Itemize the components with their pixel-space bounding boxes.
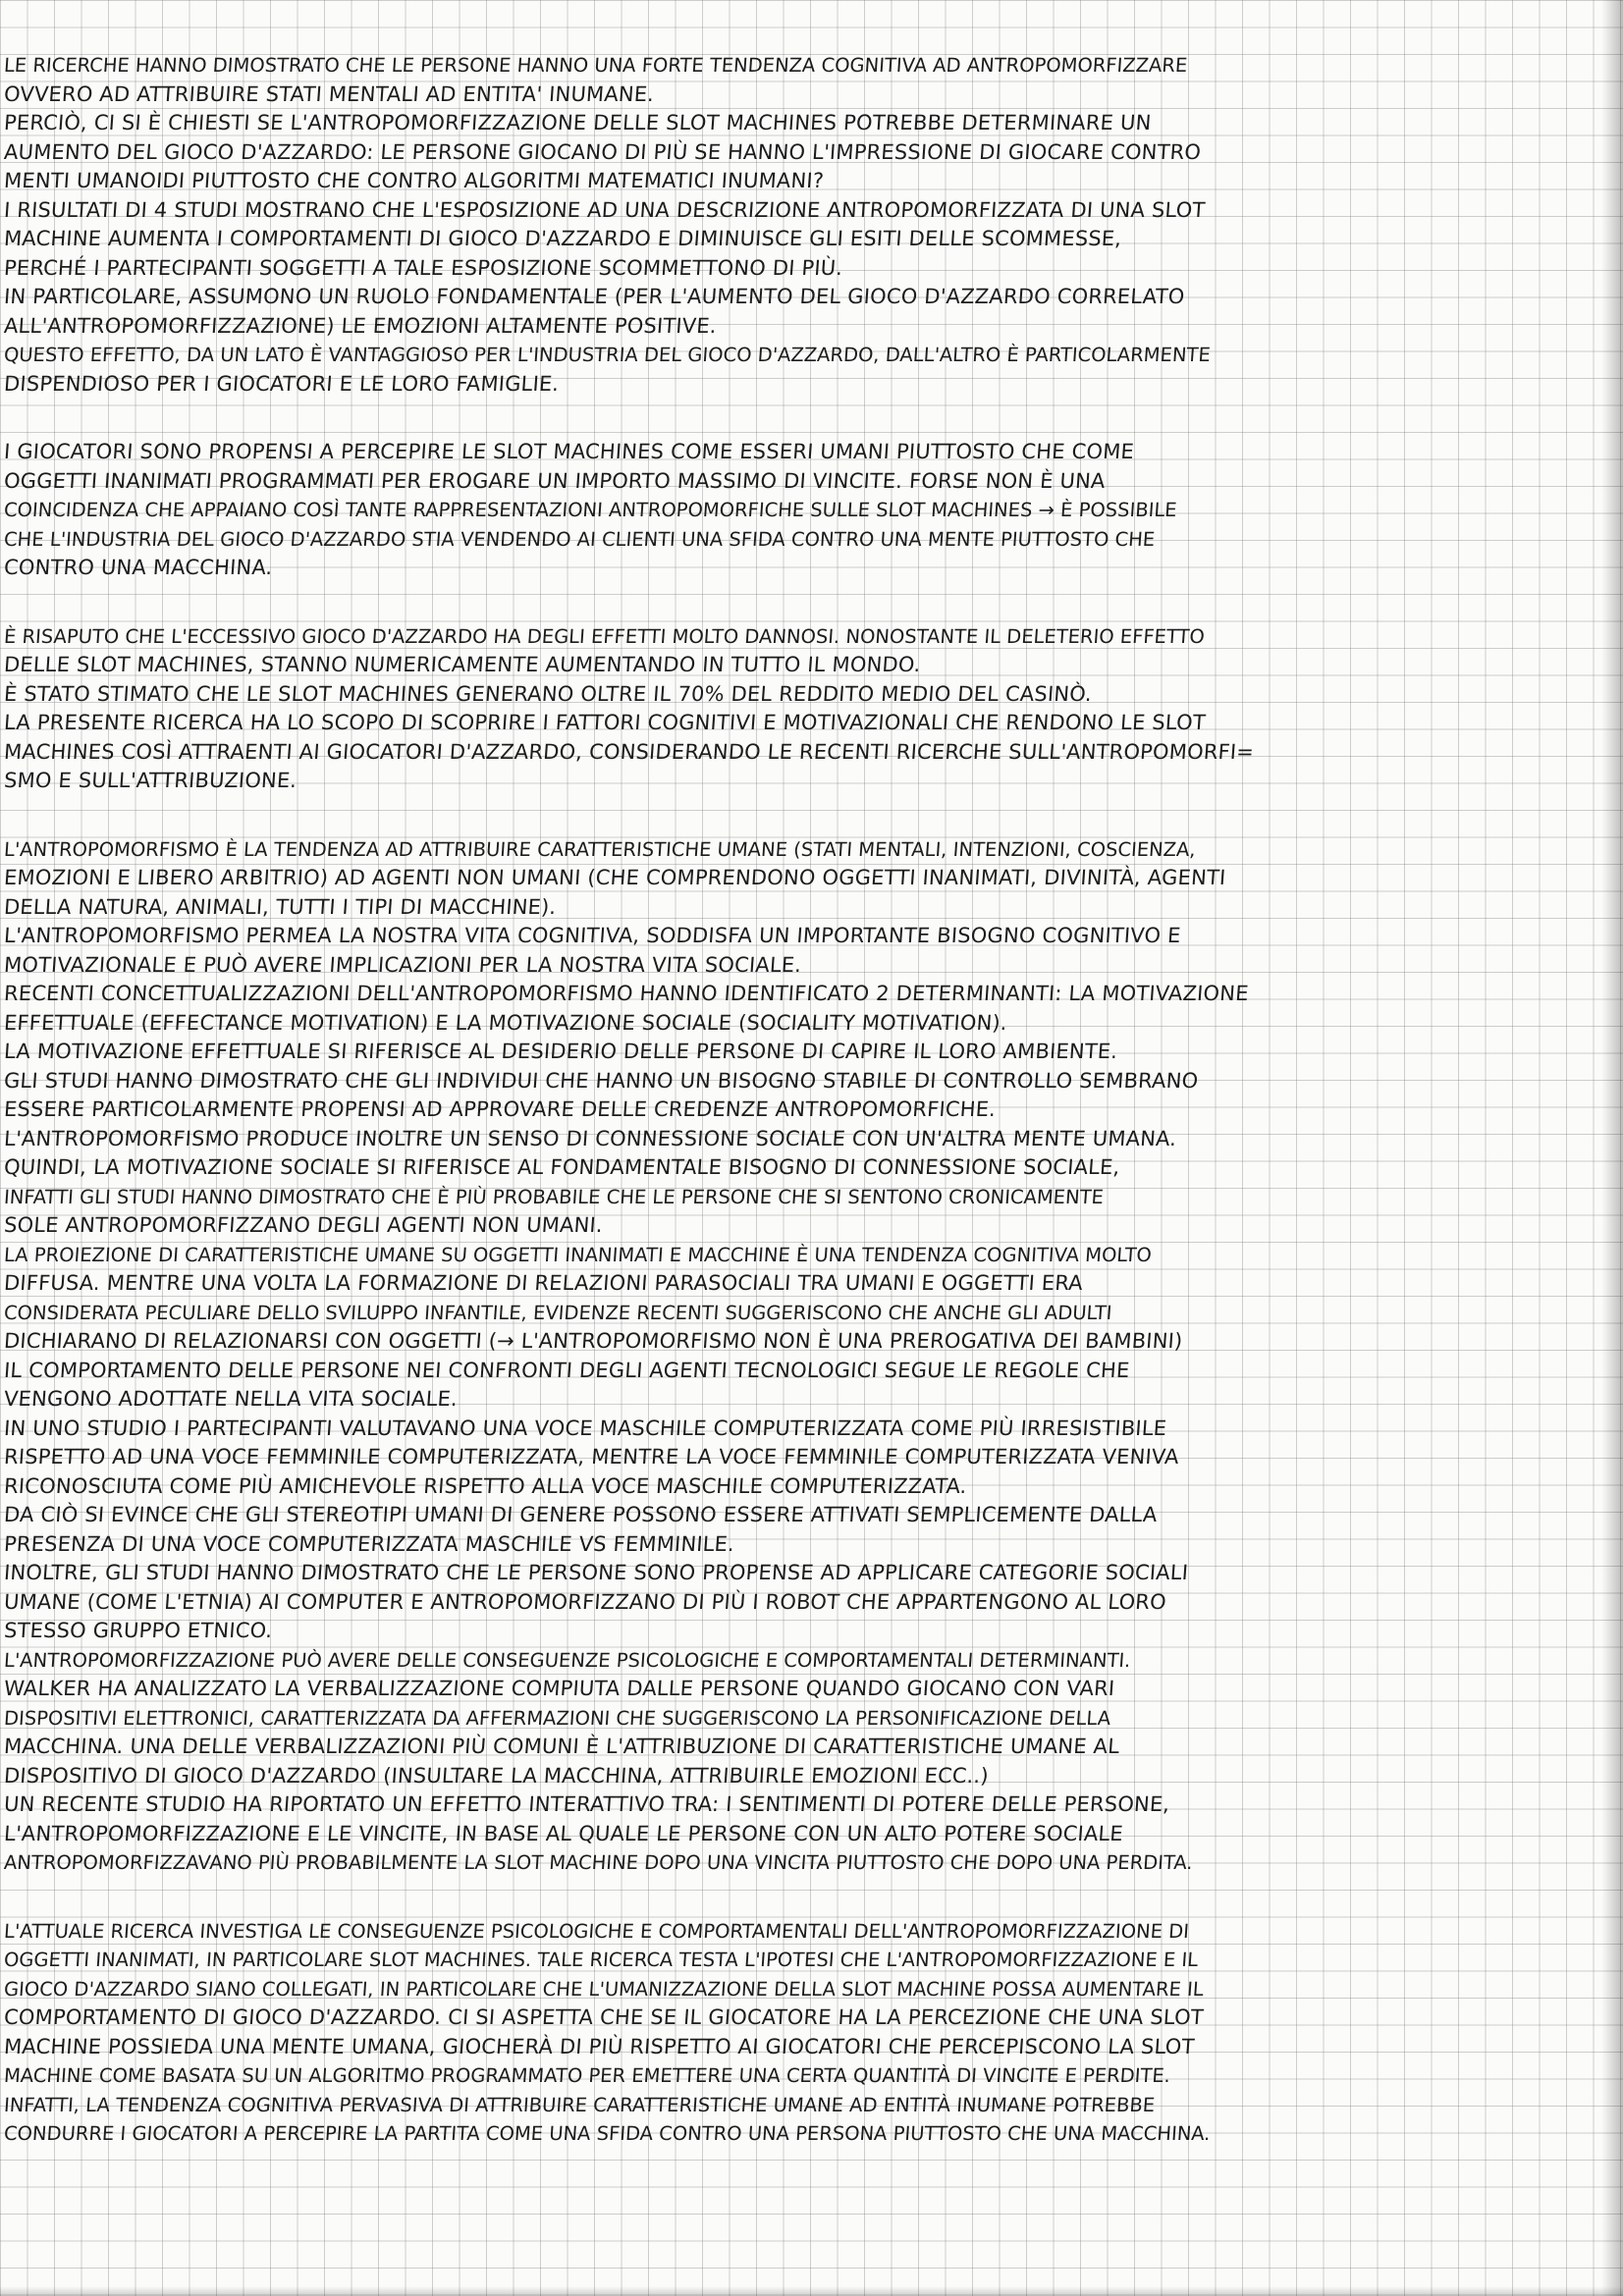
text-line: DISPOSITIVI ELETTRONICI, CARATTERIZZATA DA AFFERMAZIONI CHE SUGGERISCONO LA PERSONIFICAZIONE DELLA	[3, 1706, 1111, 1730]
text-line: ANTROPOMORFIZZAVANO PIÙ PROBABILMENTE LA SLOT MACHINE DOPO UNA VINCITA PIUTTOSTO CHE DOPO UNA PERDITA.	[3, 1851, 1194, 1874]
text-line: INFATTI GLI STUDI HANNO DIMOSTRATO CHE È PIÙ PROBABILE CHE LE PERSONE CHE SI SENTONO CRONICAMENTE	[3, 1185, 1105, 1208]
text-line: ALL'ANTROPOMORFIZZAZIONE) LE EMOZIONI ALTAMENTE POSITIVE.	[3, 313, 718, 338]
text-line: MACHINE COME BASATA SU UN ALGORITMO PROGRAMMATO PER EMETTERE UNA CERTA QUANTITÀ DI VINCITE E PERDITE.	[3, 2064, 1171, 2087]
text-line: I RISULTATI DI 4 STUDI MOSTRANO CHE L'ESPOSIZIONE AD UNA DESCRIZIONE ANTROPOMORFIZZATA DI UNA SLOT	[3, 197, 1207, 222]
text-line: AUMENTO DEL GIOCO D'AZZARDO: LE PERSONE GIOCANO DI PIÙ SE HANNO L'IMPRESSIONE DI GIOCARE CONTRO	[3, 139, 1202, 164]
text-line: RECENTI CONCETTUALIZZAZIONI DELL'ANTROPOMORFISMO HANNO IDENTIFICATO 2 DETERMINANTI: LA MOTIVAZIONE	[3, 982, 1250, 1005]
text-line: GIOCO D'AZZARDO SIANO COLLEGATI, IN PARTICOLARE CHE L'UMANIZZAZIONE DELLA SLOT MACHINE POSSA AUMENTARE IL	[3, 1977, 1205, 2001]
text-line: VENGONO ADOTTATE NELLA VITA SOCIALE.	[3, 1387, 459, 1411]
text-line: LA MOTIVAZIONE EFFETTUALE SI RIFERISCE AL DESIDERIO DELLE PERSONE DI CAPIRE IL LORO AMBIENTE.	[3, 1040, 1119, 1063]
paragraph-anthropomorphism	[0, 835, 1600, 1878]
paragraph-current-research	[0, 1917, 1600, 2149]
text-line: PERCIÒ, CI SI È CHIESTI SE L'ANTROPOMORFIZZAZIONE DELLE SLOT MACHINES POTREBBE DETERMINARE UN	[3, 111, 1153, 134]
text-line: PRESENZA DI UNA VOCE COMPUTERIZZATA MASCHILE VS FEMMINILE.	[3, 1531, 735, 1556]
text-line: MOTIVAZIONALE E PUÒ AVERE IMPLICAZIONI PER LA NOSTRA VITA SOCIALE.	[3, 952, 803, 977]
text-line: SMO E SULL'ATTRIBUZIONE.	[3, 769, 298, 792]
page-bottom-shadow	[0, 2286, 1623, 2296]
text-line: QUESTO EFFETTO, DA UN LATO È VANTAGGIOSO PER L'INDUSTRIA DEL GIOCO D'AZZARDO, DALL'ALTRO È PARTICOLARMENTE	[3, 344, 1212, 366]
text-line: DELLE SLOT MACHINES, STANNO NUMERICAMENTE AUMENTANDO IN TUTTO IL MONDO.	[3, 653, 922, 676]
text-line: DELLA NATURA, ANIMALI, TUTTI I TIPI DI MACCHINE).	[3, 894, 558, 919]
text-line: RICONOSCIUTA COME PIÙ AMICHEVOLE RISPETTO ALLA VOCE MASCHILE COMPUTERIZZATA.	[3, 1473, 968, 1498]
paragraph-effects	[0, 622, 1600, 796]
text-line: QUINDI, LA MOTIVAZIONE SOCIALE SI RIFERISCE AL FONDAMENTALE BISOGNO DI CONNESSIONE SOCIALE,	[3, 1155, 1121, 1179]
text-line: UN RECENTE STUDIO HA RIPORTATO UN EFFETTO INTERATTIVO TRA: I SENTIMENTI DI POTERE DELLE PERSONE,	[3, 1792, 1171, 1816]
text-line: CHE L'INDUSTRIA DEL GIOCO D'AZZARDO STIA VENDENDO AI CLIENTI UNA SFIDA CONTRO UNA MENTE PIUTTOSTO CHE	[3, 527, 1156, 551]
text-line: CONDURRE I GIOCATORI A PERCEPIRE LA PARTITA COME UNA SFIDA CONTRO UNA PERSONA PIUTTOSTO CHE UNA MACCHINA.	[3, 2122, 1212, 2145]
text-line: I GIOCATORI SONO PROPENSI A PERCEPIRE LE SLOT MACHINES COME ESSERI UMANI PIUTTOSTO CHE COME	[3, 440, 1135, 463]
text-line: DICHIARANO DI RELAZIONARSI CON OGGETTI (→ L'ANTROPOMORFISMO NON È UNA PREROGATIVA DEI BAMBINI)	[3, 1329, 1184, 1353]
text-line: MACHINES COSÌ ATTRAENTI AI GIOCATORI D'AZZARDO, CONSIDERANDO LE RECENTI RICERCHE SULL'ANTROPOMORFI=	[3, 739, 1255, 764]
text-line: RISPETTO AD UNA VOCE FEMMINILE COMPUTERIZZATA, MENTRE LA VOCE FEMMINILE COMPUTERIZZATA VENIVA	[3, 1445, 1180, 1468]
text-line: LE RICERCHE HANNO DIMOSTRATO CHE LE PERSONE HANNO UNA FORTE TENDENZA COGNITIVA AD ANTROPOMORFIZZARE	[3, 54, 1189, 77]
text-line: SOLE ANTROPOMORFIZZANO DEGLI AGENTI NON UMANI.	[3, 1213, 604, 1237]
text-line: PERCHÉ I PARTECIPANTI SOGGETTI A TALE ESPOSIZIONE SCOMMETTONO DI PIÙ.	[3, 255, 844, 280]
text-line: MENTI UMANOIDI PIUTTOSTO CHE CONTRO ALGORITMI MATEMATICI INUMANI?	[3, 169, 825, 192]
text-line: LA PROIEZIONE DI CARATTERISTICHE UMANE SU OGGETTI INANIMATI E MACCHINE È UNA TENDENZA COGNITIVA MOLTO	[3, 1243, 1153, 1266]
text-line: WALKER HA ANALIZZATO LA VERBALIZZAZIONE COMPIUTA DALLE PERSONE QUANDO GIOCANO CON VARI	[3, 1677, 1116, 1700]
text-line: INOLTRE, GLI STUDI HANNO DIMOSTRATO CHE LE PERSONE SONO PROPENSE AD APPLICARE CATEGORIE SOCIALI	[3, 1561, 1189, 1584]
text-line: L'ANTROPOMORFISMO PRODUCE INOLTRE UN SENSO DI CONNESSIONE SOCIALE CON UN'ALTRA MENTE UMANA.	[3, 1126, 1178, 1150]
text-line: GLI STUDI HANNO DIMOSTRATO CHE GLI INDIVIDUI CHE HANNO UN BISOGNO STABILE DI CONTROLLO SEMBRANO	[3, 1068, 1200, 1093]
text-line: OGGETTI INANIMATI, IN PARTICOLARE SLOT MACHINES. TALE RICERCA TESTA L'IPOTESI CHE L'ANTROPOMORFIZZAZIONE E IL	[3, 1949, 1199, 1971]
text-line: LA PRESENTE RICERCA HA LO SCOPO DI SCOPRIRE I FATTORI COGNITIVI E MOTIVAZIONALI CHE RENDONO LE SLOT	[3, 711, 1207, 734]
text-line: COMPORTAMENTO DI GIOCO D'AZZARDO. CI SI ASPETTA CHE SE IL GIOCATORE HA LA PERCEZIONE CHE UNA SLOT	[3, 2005, 1205, 2029]
text-line: DIFFUSA. MENTRE UNA VOLTA LA FORMAZIONE DI RELAZIONI PARASOCIALI TRA UMANI E OGGETTI ERA	[3, 1271, 1084, 1295]
text-line: MACHINE POSSIEDA UNA MENTE UMANA, GIOCHERÀ DI PIÙ RISPETTO AI GIOCATORI CHE PERCEPISCONO LA SLOT	[3, 2034, 1196, 2058]
text-line: IN UNO STUDIO I PARTECIPANTI VALUTAVANO UNA VOCE MASCHILE COMPUTERIZZATA COME PIÙ IRRESISTIBILE	[3, 1415, 1168, 1440]
text-line: OVVERO AD ATTRIBUIRE STATI MENTALI AD ENTITA' INUMANE.	[3, 81, 656, 106]
text-line: ESSERE PARTICOLARMENTE PROPENSI AD APPROVARE DELLE CREDENZE ANTROPOMORFICHE.	[3, 1097, 997, 1121]
text-line: UMANE (COME L'ETNIA) AI COMPUTER E ANTROPOMORFIZZANO DI PIÙ I ROBOT CHE APPARTENGONO AL LORO	[3, 1589, 1167, 1614]
page-edge-shadow	[1601, 0, 1623, 2296]
paragraph-players	[0, 438, 1600, 583]
text-line: L'ANTROPOMORFISMO PERMEA LA NOSTRA VITA COGNITIVA, SODDISFA UN IMPORTANTE BISOGNO COGNITIVO E	[3, 924, 1182, 947]
text-line: DISPENDIOSO PER I GIOCATORI E LE LORO FAMIGLIE.	[3, 371, 561, 396]
text-line: MACCHINA. UNA DELLE VERBALIZZAZIONI PIÙ COMUNI È L'ATTRIBUZIONE DI CARATTERISTICHE UMANE AL	[3, 1735, 1120, 1758]
text-line: È RISAPUTO CHE L'ECCESSIVO GIOCO D'AZZARDO HA DEGLI EFFETTI MOLTO DANNOSI. NONOSTANTE IL DELETERIO EFFETTO	[3, 624, 1206, 648]
text-line: L'ANTROPOMORFIZZAZIONE PUÒ AVERE DELLE CONSEGUENZE PSICOLOGICHE E COMPORTAMENTALI DETERMINANTI.	[3, 1648, 1132, 1672]
text-line: MACHINE AUMENTA I COMPORTAMENTI DI GIOCO D'AZZARDO E DIMINUISCE GLI ESITI DELLE SCOMMESSE,	[3, 227, 1123, 250]
text-line: OGGETTI INANIMATI PROGRAMMATI PER EROGARE UN IMPORTO MASSIMO DI VINCITE. FORSE NON È UNA	[3, 468, 1107, 493]
text-line: INFATTI, LA TENDENZA COGNITIVA PERVASIVA DI ATTRIBUIRE CARATTERISTICHE UMANE AD ENTITÀ INUMANE POTREBBE	[3, 2093, 1156, 2116]
text-line: L'ANTROPOMORFISMO È LA TENDENZA AD ATTRIBUIRE CARATTERISTICHE UMANE (STATI MENTALI, INTENZIONI, COSCIENZA,	[3, 837, 1197, 861]
paragraph-intro	[0, 51, 1600, 399]
text-line: CONTRO UNA MACCHINA.	[3, 556, 274, 579]
text-line: IL COMPORTAMENTO DELLE PERSONE NEI CONFRONTI DEGLI AGENTI TECNOLOGICI SEGUE LE REGOLE CHE	[3, 1358, 1131, 1382]
text-line: IN PARTICOLARE, ASSUMONO UN RUOLO FONDAMENTALE (PER L'AUMENTO DEL GIOCO D'AZZARDO CORRELATO	[3, 285, 1186, 308]
text-line: EMOZIONI E LIBERO ARBITRIO) AD AGENTI NON UMANI (CHE COMPRENDONO OGGETTI INANIMATI, DIVINITÀ, AGENTI	[3, 866, 1227, 889]
text-line: È STATO STIMATO CHE LE SLOT MACHINES GENERANO OLTRE IL 70% DEL REDDITO MEDIO DEL CASINÒ.	[3, 681, 1093, 706]
text-line: DISPOSITIVO DI GIOCO D'AZZARDO (INSULTARE LA MACCHINA, ATTRIBUIRLE EMOZIONI ECC..)	[3, 1763, 990, 1788]
text-line: CONSIDERATA PECULIARE DELLO SVILUPPO INFANTILE, EVIDENZE RECENTI SUGGERISCONO CHE ANCHE GLI ADULTI	[3, 1301, 1113, 1324]
text-line: DA CIÒ SI EVINCE CHE GLI STEREOTIPI UMANI DI GENERE POSSONO ESSERE ATTIVATI SEMPLICEMENTE DALLA	[3, 1503, 1159, 1526]
text-line: EFFETTUALE (EFFECTANCE MOTIVATION) E LA MOTIVAZIONE SOCIALE (SOCIALITY MOTIVATION).	[3, 1010, 1008, 1035]
text-line: COINCIDENZA CHE APPAIANO COSÌ TANTE RAPPRESENTAZIONI ANTROPOMORFICHE SULLE SLOT MACHINES → È POSSIBILE	[3, 499, 1178, 521]
text-line: L'ATTUALE RICERCA INVESTIGA LE CONSEGUENZE PSICOLOGICHE E COMPORTAMENTALI DELL'ANTROPOMORFIZZAZIONE DI	[3, 1919, 1190, 1943]
text-line: STESSO GRUPPO ETNICO.	[3, 1619, 274, 1642]
handwritten-notes	[0, 51, 1600, 2188]
text-line: L'ANTROPOMORFIZZAZIONE E LE VINCITE, IN BASE AL QUALE LE PERSONE CON UN ALTO POTERE SOCIALE	[3, 1821, 1124, 1845]
